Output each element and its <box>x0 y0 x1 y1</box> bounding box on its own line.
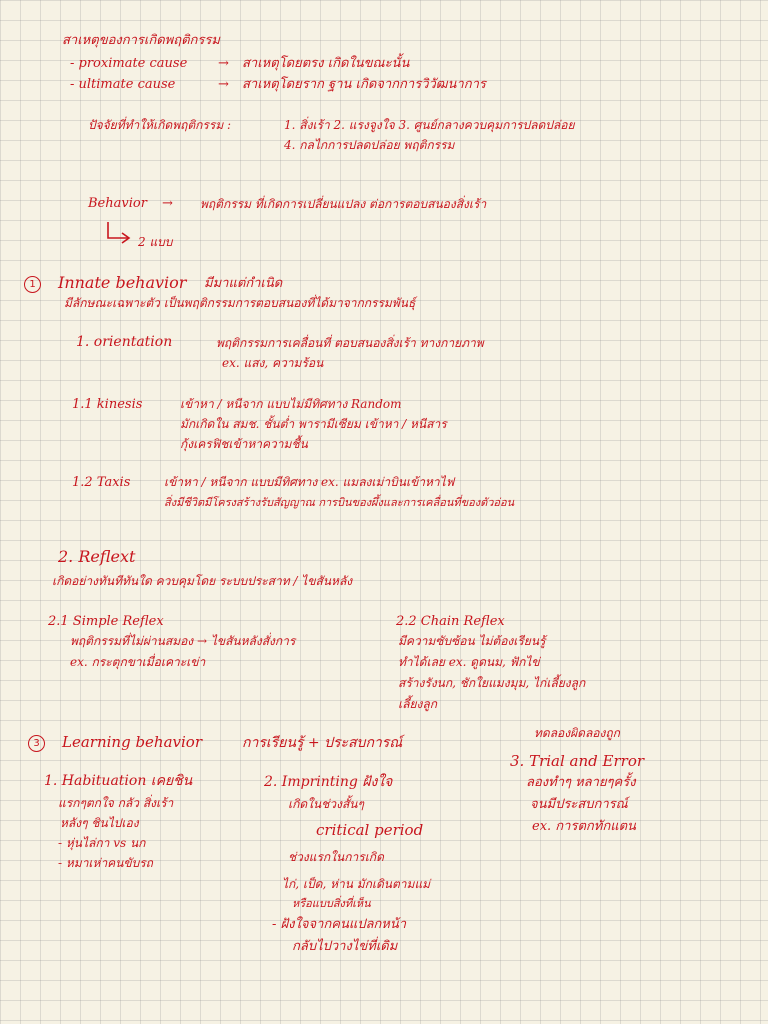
imprinting-line-5: หรือแบบสิ่งที่เห็น <box>292 897 371 910</box>
proximate-cause-meaning: สาเหตุโดยตรง เกิดในขณะนั้น <box>242 56 410 71</box>
innate-title: Innate behavior <box>58 273 187 292</box>
imprinting-line-3: ช่วงแรกในการเกิด <box>288 850 384 864</box>
trial-note: ทดลองผิดลองถูก <box>534 726 620 740</box>
kinesis-line-3: กุ้งเครฟิชเข้าหาความชื้น <box>180 437 308 451</box>
taxis-label: 1.2 Taxis <box>72 475 131 490</box>
innate-title-meaning: มีมาแต่กำเนิด <box>204 276 283 291</box>
behavior-arrow: → <box>162 196 173 211</box>
imprinting-line-4: ไก่, เป็ด, ห่าน มักเดินตามแม่ <box>282 877 431 891</box>
orientation-line-2: ex. แสง, ความร้อน <box>222 356 324 370</box>
curved-arrow-icon <box>104 220 134 248</box>
reflex-subtitle: เกิดอย่างทันทีทันใด ควบคุมโดย ระบบประสาท / ไขสันหลัง <box>52 574 353 588</box>
trial-line-2: จนมีประสบการณ์ <box>530 797 628 812</box>
kinesis-label: 1.1 kinesis <box>72 397 143 412</box>
trial-line-3: ex. การตกทักแตน <box>532 819 636 834</box>
habituation-label: 1. Habituation เคยชิน <box>44 773 193 789</box>
section-number-circle: 1 <box>24 276 41 293</box>
chain-reflex-line-3: สร้างรังนก, ชักใยแมงมุม, ไก่เลี้ยงลูก <box>398 676 586 690</box>
simple-reflex-label: 2.1 Simple Reflex <box>48 614 164 629</box>
ultimate-arrow: → <box>218 77 229 92</box>
learning-title: Learning behavior <box>62 733 202 751</box>
innate-subtitle: มีลักษณะเฉพาะตัว เป็นพฤติกรรมการตอบสนองที่ได้มาจากกรรมพันธุ์ <box>64 296 416 310</box>
imprinting-line-7: กลับไปวางไข่ที่เดิม <box>292 939 398 954</box>
orientation-line-1: พฤติกรรมการเคลื่อนที่ ตอบสนองสิ่งเร้า ทางกายภาพ <box>216 336 484 350</box>
trial-and-error-label: 3. Trial and Error <box>510 752 645 770</box>
habituation-line-1: แรกๆตกใจ กลัว สิ่งเร้า <box>58 796 174 810</box>
imprinting-label: 2. Imprinting ฝังใจ <box>264 774 393 790</box>
section-number-circle: 3 <box>28 735 45 752</box>
reflex-title: 2. Reflext <box>58 547 136 566</box>
chain-reflex-line-1: มีความซับซ้อน ไม่ต้องเรียนรู้ <box>398 634 546 648</box>
habituation-line-4: - หมาเห่าคนขับรถ <box>58 856 153 870</box>
habituation-line-3: - หุ่นไล่กา vs นก <box>58 836 146 850</box>
proximate-cause-label: - proximate cause <box>70 56 188 71</box>
behavior-definition: พฤติกรรม ที่เกิดการเปลี่ยนแปลง ต่อการตอบสนองสิ่งเร้า <box>200 197 487 211</box>
simple-reflex-line-2: ex. กระตุกขาเมื่อเคาะเข่า <box>70 655 206 669</box>
taxis-line-2: สิ่งมีชีวิตมีโครงสร้างรับสัญญาณ การบินของผึ้งและการเคลื่อนที่ของตัวอ่อน <box>164 496 515 509</box>
behavior-label: Behavior <box>88 196 147 211</box>
kinesis-line-2: มักเกิดใน สมช. ชั้นต่ำ พารามีเซียม เข้าหา / หนีสาร <box>180 417 447 431</box>
intro-heading: สาเหตุของการเกิดพฤติกรรม <box>62 33 220 48</box>
chain-reflex-line-4: เลี้ยงลูก <box>398 697 437 711</box>
imprinting-line-1: เกิดในช่วงสั้นๆ <box>288 797 364 811</box>
chain-reflex-label: 2.2 Chain Reflex <box>396 614 505 629</box>
proximate-arrow: → <box>218 56 229 71</box>
habituation-line-2: หลังๆ ชินไปเอง <box>60 816 139 830</box>
factors-line-2: 4. กลไกการปลดปล่อย พฤติกรรม <box>284 138 455 152</box>
factors-label: ปัจจัยที่ทำให้เกิดพฤติกรรม : <box>88 118 232 132</box>
simple-reflex-line-1: พฤติกรรมที่ไม่ผ่านสมอง → ไขสันหลังสั่งการ <box>70 634 296 648</box>
behavior-types: 2 แบบ <box>138 235 173 249</box>
kinesis-line-1: เข้าหา / หนีจาก แบบไม่มีทิศทาง Random <box>180 397 402 411</box>
critical-period: critical period <box>316 821 424 839</box>
learning-title-meaning: การเรียนรู้ + ประสบการณ์ <box>242 735 403 751</box>
imprinting-line-6: - ฝังใจจากคนแปลกหน้า <box>272 917 407 932</box>
taxis-line-1: เข้าหา / หนีจาก แบบมีทิศทาง ex. แมลงเม่าบินเข้าหาไฟ <box>164 475 455 489</box>
orientation-label: 1. orientation <box>76 334 173 350</box>
factors-line-1: 1. สิ่งเร้า 2. แรงจูงใจ 3. ศูนย์กลางควบคุมการปลดปล่อย <box>284 118 575 132</box>
chain-reflex-line-2: ทำได้เลย ex. ดูดนม, ฟักไข่ <box>398 655 540 669</box>
ultimate-cause-meaning: สาเหตุโดยราก ฐาน เกิดจากการวิวัฒนาการ <box>242 77 486 92</box>
trial-line-1: ลองทำๆ หลายๆครั้ง <box>526 775 636 790</box>
ultimate-cause-label: - ultimate cause <box>70 77 176 92</box>
